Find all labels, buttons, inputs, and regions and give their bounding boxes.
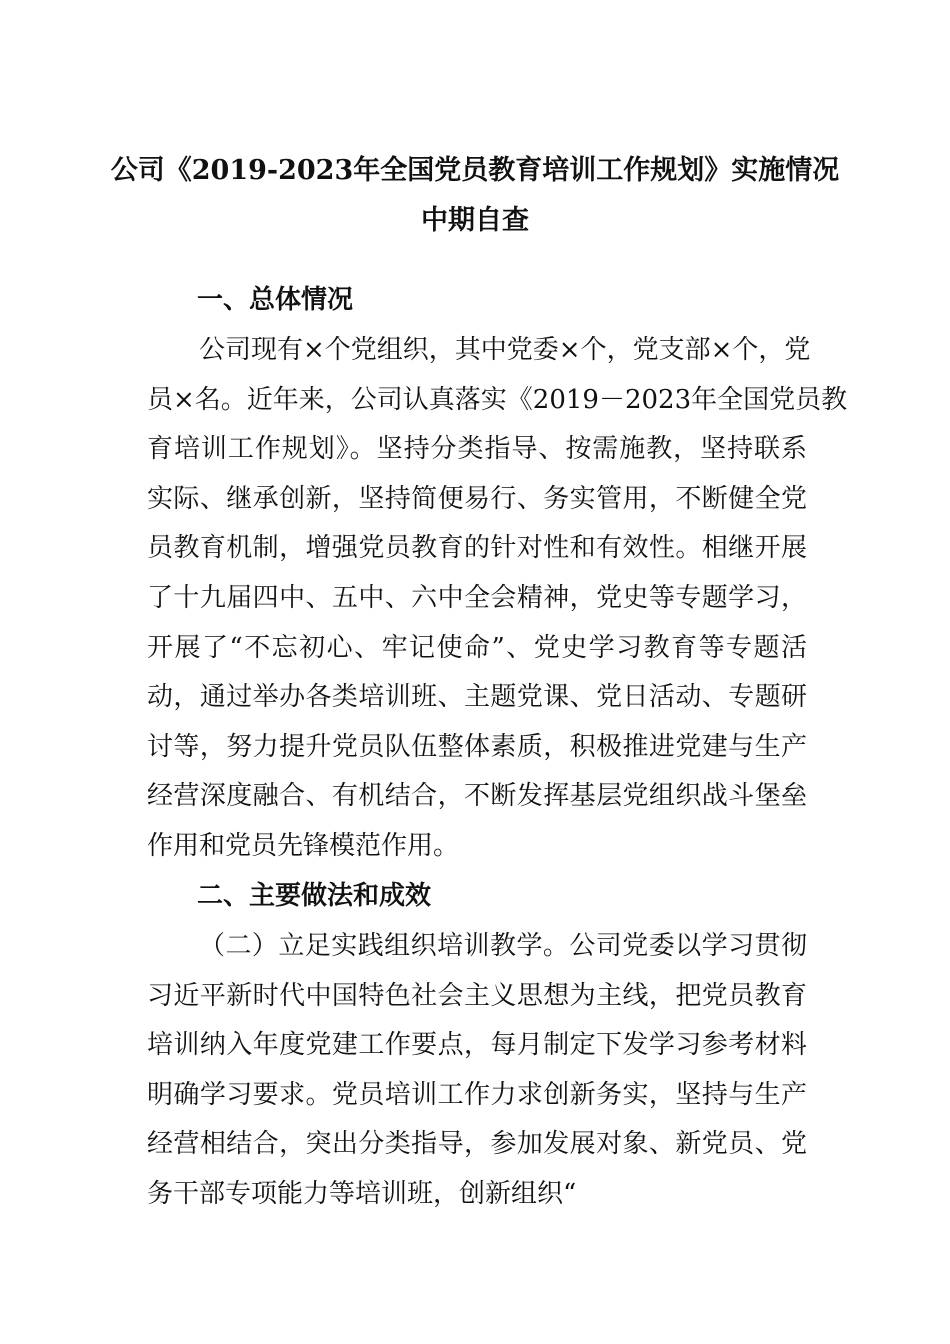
section-2-heading: 二、主要做法和成效 [197,881,432,911]
document-title-line-1: 公司《2019-2023年全国党员教育培训工作规划》实施情况 [110,155,840,186]
paragraph-line: 培训纳入年度党建工作要点，每月制定下发学习参考材料 [147,1030,807,1061]
paragraph-line: 动，通过举办各类培训班、主题党课、党日活动、专题研 [147,682,807,713]
paragraph-line: 习近平新时代中国特色社会主义思想为主线，把党员教育 [147,980,807,1011]
document-title-line-2: 中期自查 [421,205,529,236]
paragraph-line: 经营深度融合、有机结合，不断发挥基层党组织战斗堡垒 [147,781,807,812]
paragraph-line: 经营相结合，突出分类指导，参加发展对象、新党员、党 [147,1129,807,1160]
paragraph-line: 员×名。近年来，公司认真落实《2019－2023年全国党员教 [147,384,848,415]
paragraph-line: 明确学习要求。党员培训工作力求创新务实，坚持与生产 [147,1079,807,1110]
paragraph-line: 作用和党员先锋模范作用。 [147,830,460,861]
paragraph-line: 育培训工作规划》。坚持分类指导、按需施教，坚持联系 [147,434,807,465]
section-1-paragraph [147,326,848,872]
paragraph-line: 开展了“不忘初心、牢记使命”、党史学习教育等专题活 [147,632,807,663]
paragraph-line: 讨等，努力提升党员队伍整体素质，积极推进党建与生产 [147,731,807,762]
paragraph-line: 务干部专项能力等培训班，创新组织“ [147,1178,577,1209]
section-1-heading: 一、总体情况 [197,285,354,315]
paragraph-line: 了十九届四中、五中、六中全会精神，党史等专题学习， [147,582,807,613]
paragraph-line: （二）立足实践组织培训教学。公司党委以学习贯彻 [199,931,807,961]
paragraph-line: 实际、继承创新，坚持简便易行、务实管用，不断健全党 [147,483,807,514]
section-2-paragraph [147,922,807,1220]
paragraph-line: 员教育机制，增强党员教育的针对性和有效性。相继开展 [147,533,807,564]
paragraph-line: 公司现有×个党组织，其中党委×个，党支部×个，党 [199,335,811,365]
